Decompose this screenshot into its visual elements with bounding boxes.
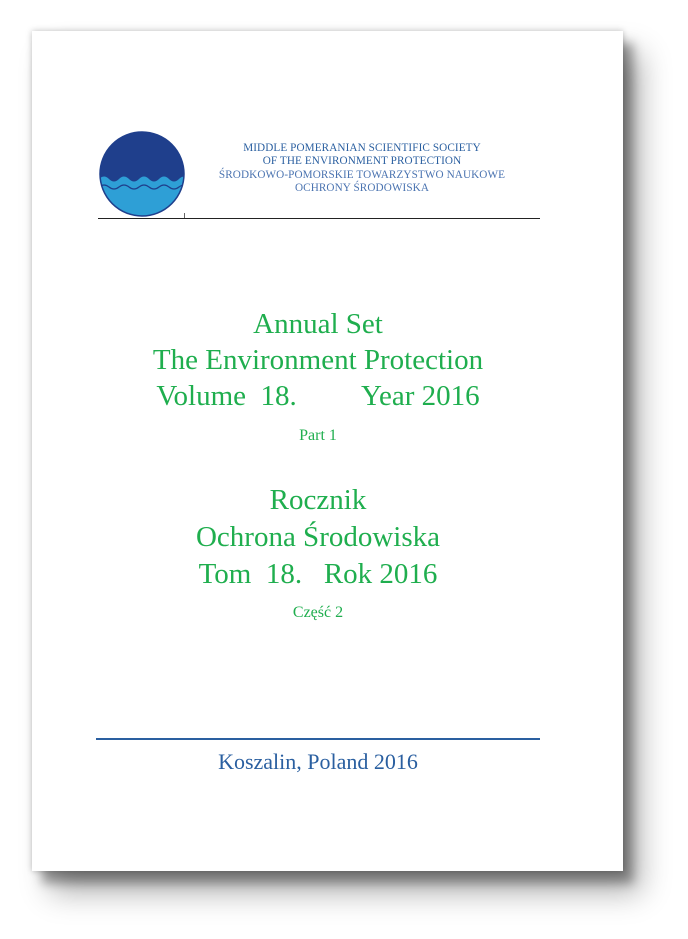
rok-label: Rok 2016 xyxy=(323,558,438,590)
society-name-en-cont: OF THE ENVIRONMENT PROTECTION xyxy=(262,155,462,168)
publication-place: Koszalin, Poland 2016 xyxy=(218,749,418,774)
society-name-pl-cont: OCHRONY ŚRODOWISKA xyxy=(294,182,430,195)
society-name-pl: ŚRODKOWO-POMORSKIE TOWARZYSTWO NAUKOWE xyxy=(218,168,506,181)
title-pl-line1: Rocznik xyxy=(269,484,367,516)
title-pl-line2: Ochrona Środowiska xyxy=(195,521,441,553)
document-page xyxy=(32,31,623,871)
title-en-line2: The Environment Protection xyxy=(152,344,484,376)
year-label: Year 2016 xyxy=(360,380,480,412)
part-label-en: Part 1 xyxy=(299,427,337,444)
volume-year-line xyxy=(32,378,604,414)
society-logo-icon xyxy=(99,131,185,217)
volume-label: Volume 18. xyxy=(156,380,297,412)
society-name-en: MIDDLE POMERANIAN SCIENTIFIC SOCIETY xyxy=(243,142,481,154)
tom-label: Tom 18. xyxy=(198,558,303,590)
title-en-line1: Annual Set xyxy=(253,308,383,340)
part-label-pl: Część 2 xyxy=(292,604,344,621)
title-polish xyxy=(32,482,604,556)
title-english xyxy=(32,306,604,378)
tom-rok-line xyxy=(32,556,604,593)
header-divider xyxy=(98,218,540,219)
society-header xyxy=(192,142,532,196)
footer-divider xyxy=(96,738,540,740)
